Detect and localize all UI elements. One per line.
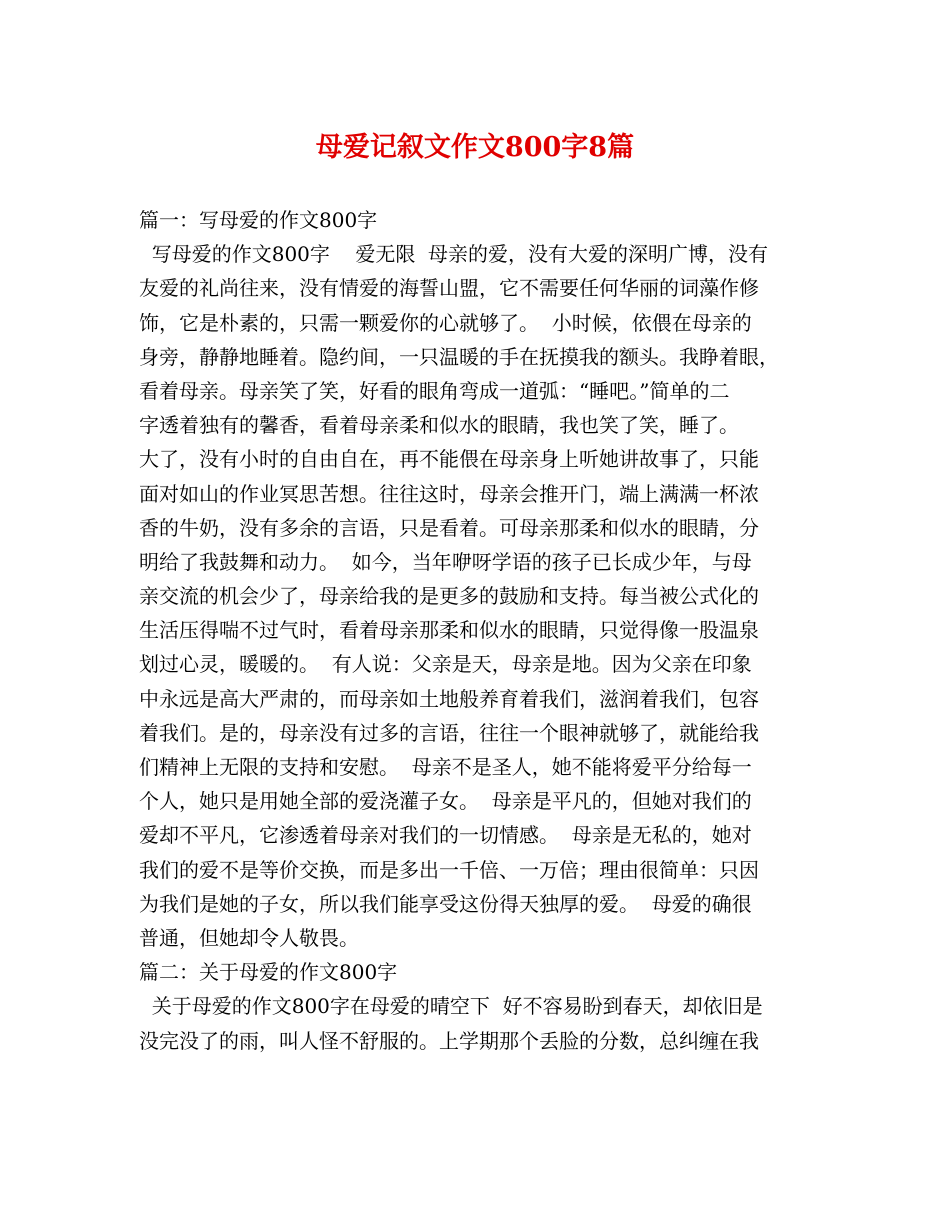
text-line: 关于母爱的作文800字在母爱的晴空下 好不容易盼到春天，却依旧是: [139, 994, 763, 1019]
text-line: 中永远是高大严肃的，而母亲如土地般养育着我们，滋润着我们，包容: [139, 686, 759, 711]
text-line: 我们的爱不是等价交换，而是多出一千倍、一万倍；理由很简单：只因: [139, 857, 759, 882]
text-line: 划过心灵，暖暖的。 有人说：父亲是天，母亲是地。因为父亲在印象: [139, 652, 752, 677]
text-line: 字透着独有的馨香，看着母亲柔和似水的眼睛，我也笑了笑，睡了。: [139, 413, 739, 438]
text-line: 饰，它是朴素的，只需一颗爱你的心就够了。 小时候，依偎在母亲的: [139, 310, 752, 335]
document-body: [139, 203, 819, 1058]
text-line: 爱却不平凡，它渗透着母亲对我们的一切情感。 母亲是无私的，她对: [139, 823, 752, 848]
text-line: 普通，但她却令人敬畏。: [139, 925, 359, 950]
text-line: 面对如山的作业冥思苦想。往往这时，母亲会推开门，端上满满一杯浓: [139, 481, 759, 506]
text-line: 生活压得喘不过气时，看着母亲那柔和似水的眼睛，只觉得像一股温泉: [139, 618, 759, 643]
document-title: 母爱记叙文作文800字8篇: [315, 132, 635, 163]
text-line: 香的牛奶，没有多余的言语，只是看着。可母亲那柔和似水的眼睛，分: [139, 515, 759, 540]
text-line: 个人，她只是用她全部的爱浇灌子女。 母亲是平凡的，但她对我们的: [139, 789, 752, 814]
text-line: 们精神上无限的支持和安慰。 母亲不是圣人，她不能将爱平分给每一: [139, 755, 752, 779]
text-line: 大了，没有小时的自由自在，再不能偎在母亲身上听她讲故事了，只能: [139, 447, 759, 472]
text-line: 写母爱的作文800字 爱无限 母亲的爱，没有大爱的深明广博，没有: [139, 242, 769, 267]
text-line: 看着母亲。母亲笑了笑，好看的眼角弯成一道弧：“睡吧。”简单的二: [139, 378, 730, 403]
text-line: 着我们。是的，母亲没有过多的言语，往往一个眼神就够了，就能给我: [139, 720, 759, 745]
text-line: 友爱的礼尚往来，没有情爱的海誓山盟，它不需要任何华丽的词藻作修: [139, 276, 759, 301]
text-line: 没完没了的雨，叫人怪不舒服的。上学期那个丢脸的分数，总纠缠在我: [139, 1028, 759, 1053]
text-line: 为我们是她的子女，所以我们能享受这份得天独厚的爱。 母爱的确很: [139, 891, 752, 916]
text-line: 明给了我鼓舞和动力。 如今，当年咿呀学语的孩子已长成少年，与母: [139, 549, 752, 574]
text-line: 篇二：关于母爱的作文800字: [139, 960, 398, 985]
text-line: 身旁，静静地睡着。隐约间，一只温暖的手在抚摸我的额头。我睁着眼，: [139, 344, 779, 369]
text-line: 亲交流的机会少了，母亲给我的是更多的鼓励和支持。每当被公式化的: [139, 584, 759, 609]
text-line: 篇一：写母爱的作文800字: [139, 208, 378, 232]
